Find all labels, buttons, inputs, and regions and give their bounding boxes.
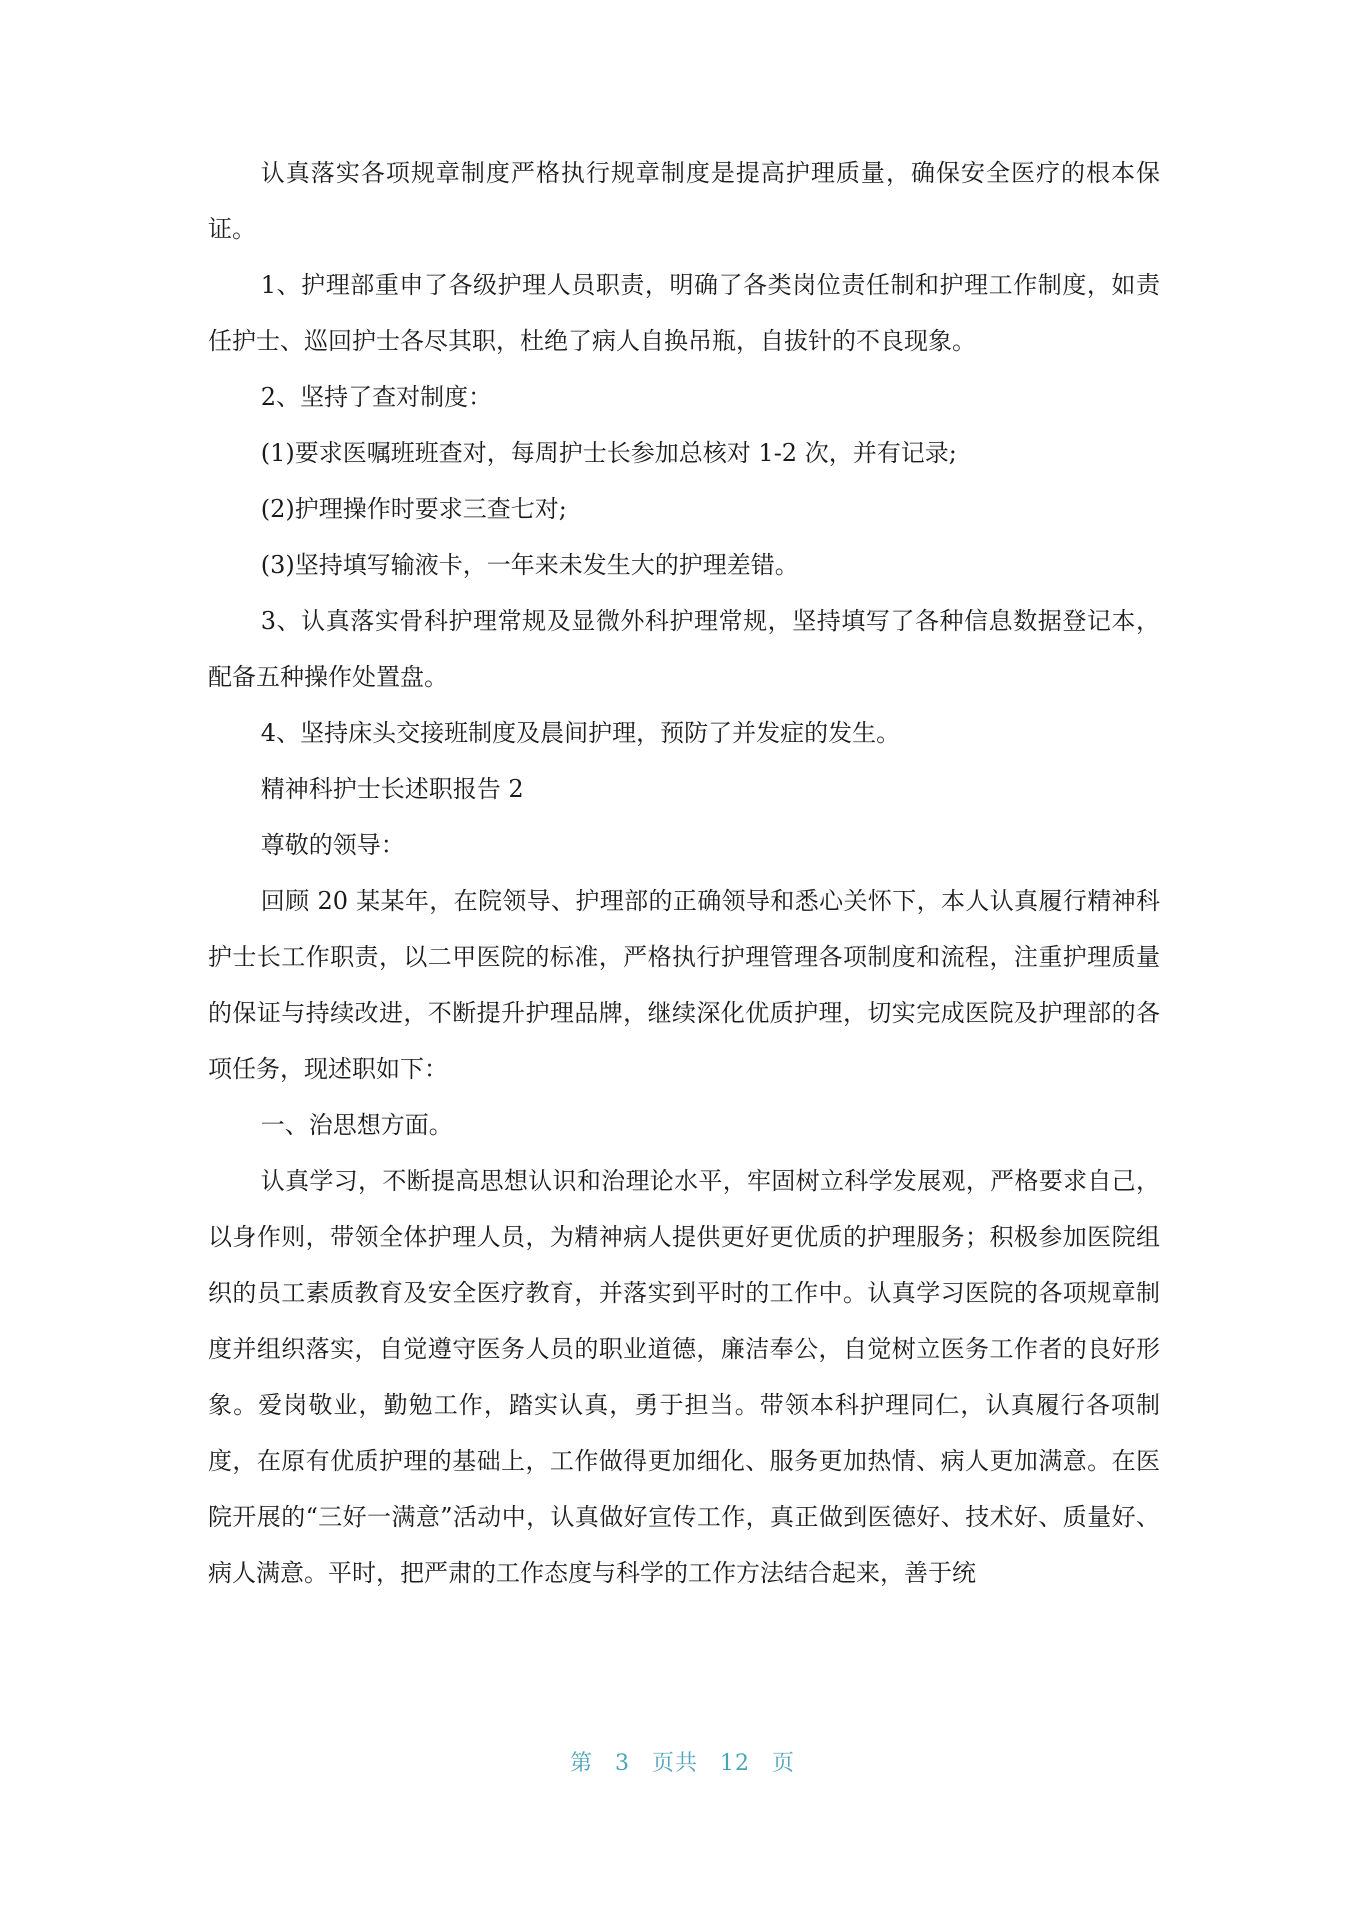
paragraph-regulations-intro: 认真落实各项规章制度严格执行规章制度是提高护理质量，确保安全医疗的根本保证。 xyxy=(208,159,1160,243)
paragraph-ideology-body: 认真学习，不断提高思想认识和治理论水平，牢固树立科学发展观，严格要求自己，以身作则，带领全体护理人员，为精神病人提供更好更优质的护理服务；积极参加医院组织的员工素质教育及安全医疗教育，并落实到平时的工作中。认真学习医院的各项规章制度并组织落实，自觉遵守医务人员的职业道德，廉洁奉公，自觉树立医务工作者的良好形象。爱岗敬业，勤勉工作，踏实认真，勇于担当。带领本科护理同仁，认真履行各项制度，在原有优质护理的基础上，工作做得更加细化、服务更加热情、病人更加满意。在医院开展的“三好一满意”活动中，认真做好宣传工作，真正做到医德好、技术好、质量好、病人满意。平时，把严肃的工作态度与科学的工作方法结合起来，善于统 xyxy=(208,1167,1160,1587)
paragraph-subitem-1: (1)要求医嘱班班查对，每周护士长参加总核对 1-2 次，并有记录; xyxy=(260,439,957,467)
paragraph-item-4: 4、坚持床头交接班制度及晨间护理，预防了并发症的发生。 xyxy=(260,719,901,747)
paragraph-item-1: 1、护理部重申了各级护理人员职责，明确了各类岗位责任制和护理工作制度，如责任护士、巡回护士各尽其职，杜绝了病人自换吊瓶，自拔针的不良现象。 xyxy=(208,271,1160,355)
document-body xyxy=(208,145,1160,1601)
salutation: 尊敬的领导： xyxy=(260,831,405,859)
paragraph-item-3: 3、认真落实骨科护理常规及显微外科护理常规，坚持填写了各种信息数据登记本，配备五种操作处置盘。 xyxy=(208,607,1160,691)
section-heading-ideology: 一、治思想方面。 xyxy=(260,1111,453,1139)
paragraph-review: 回顾 20 某某年，在院领导、护理部的正确领导和悉心关怀下，本人认真履行精神科护士长工作职责，以二甲医院的标准，严格执行护理管理各项制度和流程，注重护理质量的保证与持续改进，不断提升护理品牌，继续深化优质护理，切实完成医院及护理部的各项任务，现述职如下： xyxy=(208,887,1160,1083)
paragraph-subitem-3: (3)坚持填写输液卡，一年来未发生大的护理差错。 xyxy=(260,551,799,579)
paragraph-item-2: 2、坚持了查对制度： xyxy=(260,383,493,411)
page-number-footer: 第 3 页共 12 页 xyxy=(570,1751,795,1776)
section-title: 精神科护士长述职报告 2 xyxy=(260,775,524,803)
paragraph-subitem-2: (2)护理操作时要求三查七对; xyxy=(260,495,567,523)
